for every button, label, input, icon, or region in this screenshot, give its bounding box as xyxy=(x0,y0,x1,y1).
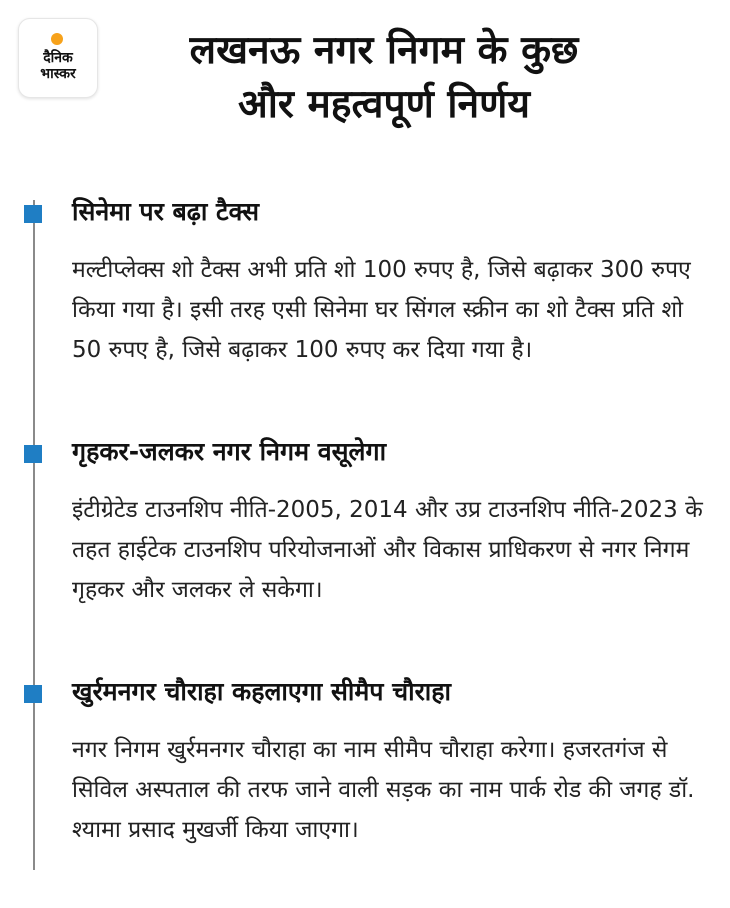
bullet-marker-crossing xyxy=(24,685,42,703)
logo-text-line2: भास्कर xyxy=(40,66,76,82)
sun-icon xyxy=(51,33,63,45)
section-body: मल्टीप्लेक्स शो टैक्स अभी प्रति शो 100 रुपए है, जिसे बढ़ाकर 300 रुपए किया गया है। इसी तरह एसी सिनेमा घर सिंगल स्क्रीन का शो टैक्स प्रति शो 50 रुपए है, जिसे बढ़ाकर 100 रुपए कर दिया गया है। xyxy=(72,257,691,363)
title-line1: लखनऊ नगर निगम के कुछ xyxy=(189,28,579,73)
bullet-marker-housetax xyxy=(24,445,42,463)
section-heading: सिनेमा पर बढ़ा टैक्स xyxy=(72,197,260,226)
section-cinema-tax xyxy=(72,196,712,370)
timeline-line xyxy=(33,200,35,870)
section-house-water-tax xyxy=(72,436,712,610)
page-title xyxy=(104,24,664,132)
title-line2: और महत्वपूर्ण निर्णय xyxy=(238,82,530,127)
dainik-bhaskar-logo xyxy=(18,18,98,98)
bullet-marker-cinema xyxy=(24,205,42,223)
section-heading: खुर्रमनगर चौराहा कहलाएगा सीमैप चौराहा xyxy=(72,677,452,706)
section-body: नगर निगम खुर्रमनगर चौराहा का नाम सीमैप चौराहा करेगा। हजरतगंज से सिविल अस्पताल की तरफ जाने वाली सड़क का नाम पार्क रोड की जगह डॉ. श्यामा प्रसाद मुखर्जी किया जाएगा। xyxy=(72,737,695,843)
section-crossing-rename xyxy=(72,676,712,850)
logo-text-line1: दैनिक xyxy=(43,50,73,66)
section-body: इंटीग्रेटेड टाउनशिप नीति-2005, 2014 और उप्र टाउनशिप नीति-2023 के तहत हाईटेक टाउनशिप परियोजनाओं और विकास प्राधिकरण से नगर निगम गृहकर और जलकर ले सकेगा। xyxy=(72,497,703,603)
section-heading: गृहकर-जलकर नगर निगम वसूलेगा xyxy=(72,437,387,466)
